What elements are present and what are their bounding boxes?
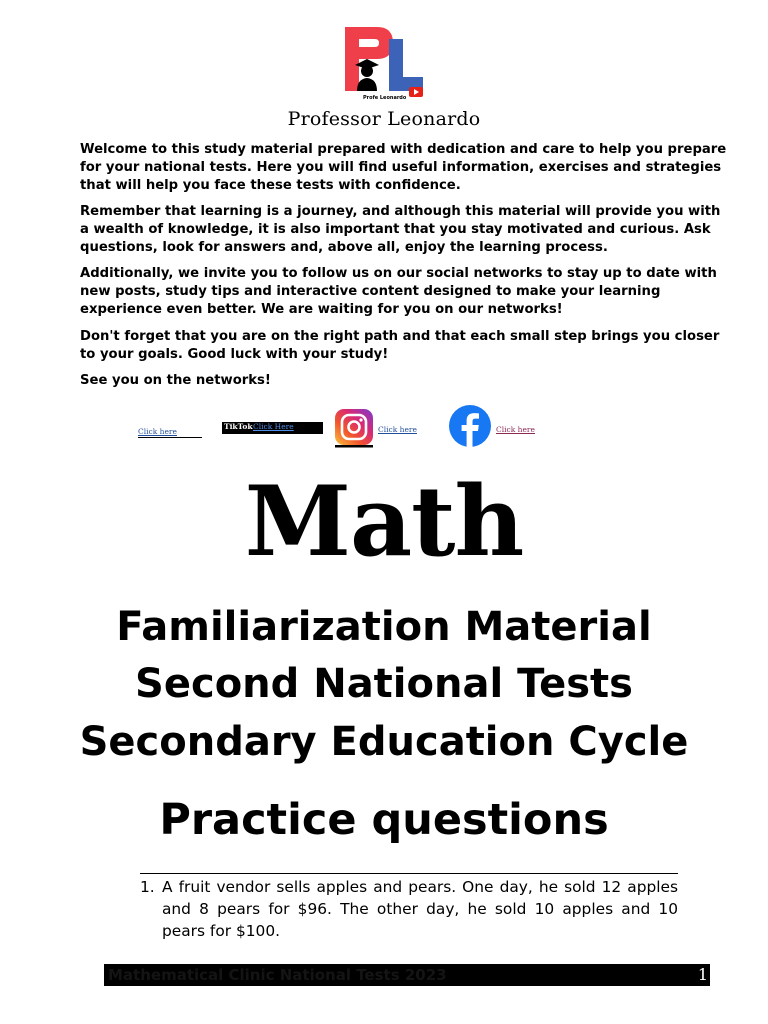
question-number: 1. bbox=[140, 878, 155, 896]
material-title-line: Second National Tests bbox=[135, 661, 633, 707]
facebook-icon[interactable] bbox=[448, 404, 492, 448]
tiktok-link[interactable]: Click Here bbox=[253, 422, 294, 431]
footer-text: Mathematical Clinic National Tests 2023 bbox=[108, 966, 447, 984]
instagram-link[interactable]: Click here bbox=[378, 425, 417, 434]
question-text: A fruit vendor sells apples and pears. One day, he sold 12 apples and 8 pears for $96. The other day, he sold 10 apples and 10 pears for $100. bbox=[162, 878, 678, 940]
practice-heading: Practice questions bbox=[159, 795, 609, 845]
page-number: 1 bbox=[697, 965, 708, 984]
tiktok-label: TikTok bbox=[224, 422, 253, 431]
first-social-link[interactable]: Click here bbox=[138, 427, 177, 436]
author-name: Professor Leonardo bbox=[287, 108, 481, 130]
material-title-line: Secondary Education Cycle bbox=[79, 719, 689, 765]
subject-title: Math bbox=[244, 465, 524, 578]
intro-paragraph: Remember that learning is a journey, and although this material will provide you with a wealth of knowledge, it is also important that you stay motivated and curious. Ask questions, look for answers and, above all, enjoy the learning process. bbox=[80, 204, 721, 255]
material-title-line: Familiarization Material bbox=[116, 604, 652, 650]
intro-paragraph: Welcome to this study material prepared with dedication and care to help you prepare for your national tests. Here you will find useful information, exercises and strategies that will help you face these tests with confidence. bbox=[80, 142, 727, 193]
logo-caption: Profe Leonardo bbox=[363, 95, 407, 101]
intro-paragraph: Don't forget that you are on the right path and that each small step brings you closer to your goals. Good luck with your study! bbox=[80, 329, 720, 362]
intro-paragraph: Additionally, we invite you to follow us on our social networks to stay up to date with new posts, study tips and interactive content designed to make your learning experience even better. We are waiting for you on our networks! bbox=[80, 266, 717, 317]
question-divider bbox=[140, 873, 678, 874]
link-underline bbox=[138, 437, 202, 438]
professor-leonardo-logo bbox=[343, 25, 427, 101]
instagram-icon[interactable] bbox=[334, 408, 374, 448]
intro-closing: See you on the networks! bbox=[80, 373, 271, 388]
facebook-link[interactable]: Click here bbox=[496, 425, 535, 434]
